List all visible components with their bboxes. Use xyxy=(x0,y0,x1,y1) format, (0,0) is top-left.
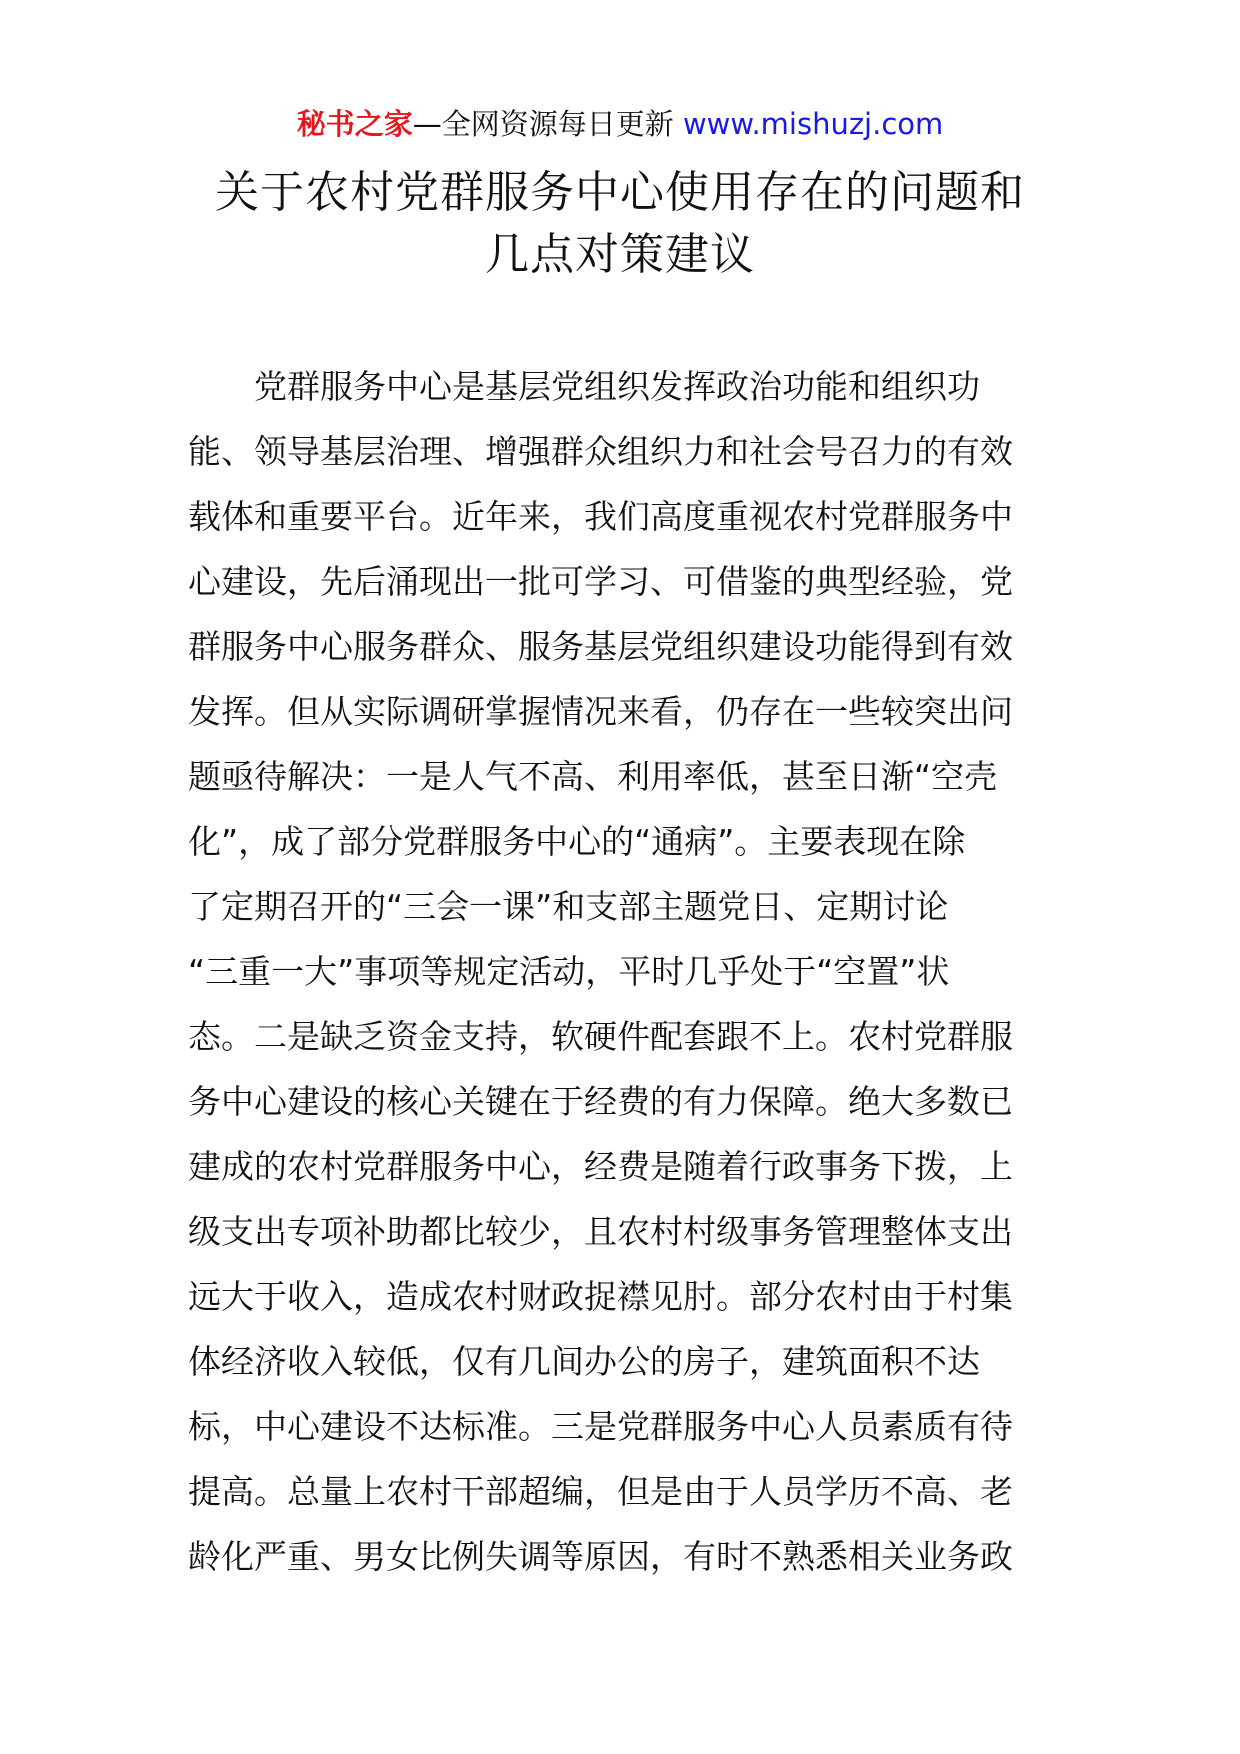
body-line: 建成的农村党群服务中心，经费是随着行政事务下拨，上 xyxy=(188,1147,1013,1186)
title-line-2: 几点对策建议 xyxy=(485,229,755,280)
body-line: 标，中心建设不达标准。三是党群服务中心人员素质有待 xyxy=(188,1407,1013,1446)
body-line: 务中心建设的核心关键在于经费的有力保障。绝大多数已 xyxy=(188,1082,1013,1121)
header-tagline: —全网资源每日更新 xyxy=(412,107,683,141)
document-title xyxy=(100,162,1140,286)
body-line: 党群服务中心是基层党组织发挥政治功能和组织功 xyxy=(188,367,980,406)
body-line: 态。二是缺乏资金支持，软硬件配套跟不上。农村党群服 xyxy=(188,1017,1013,1056)
body-line: 发挥。但从实际调研掌握情况来看，仍存在一些较突出问 xyxy=(188,692,1013,731)
body-line: 了定期召开的“三会一课”和支部主题党日、定期讨论 xyxy=(188,887,949,926)
body-line: 载体和重要平台。近年来，我们高度重视农村党群服务中 xyxy=(188,497,1013,536)
brand-name: 秘书之家 xyxy=(296,107,413,141)
body-paragraph xyxy=(188,354,1048,1589)
body-line: 心建设，先后涌现出一批可学习、可借鉴的典型经验，党 xyxy=(188,562,1013,601)
body-line: “三重一大”事项等规定活动，平时几乎处于“空置”状 xyxy=(188,952,950,991)
site-url-link[interactable]: www.mishuzj.com xyxy=(682,107,944,141)
body-line: 体经济收入较低，仅有几间办公的房子，建筑面积不达 xyxy=(188,1342,980,1381)
body-line: 化”，成了部分党群服务中心的“通病”。主要表现在除 xyxy=(188,822,966,861)
body-line: 龄化严重、男女比例失调等原因，有时不熟悉相关业务政 xyxy=(188,1537,1013,1576)
site-header xyxy=(0,104,1240,144)
body-line: 能、领导基层治理、增强群众组织力和社会号召力的有效 xyxy=(188,432,1013,471)
body-line: 题亟待解决：一是人气不高、利用率低，甚至日渐“空壳 xyxy=(188,757,998,796)
body-line: 提高。总量上农村干部超编，但是由于人员学历不高、老 xyxy=(188,1472,1013,1511)
body-line: 远大于收入，造成农村财政捉襟见肘。部分农村由于村集 xyxy=(188,1277,1013,1316)
title-line-1: 关于农村党群服务中心使用存在的问题和 xyxy=(215,167,1025,218)
body-line: 级支出专项补助都比较少，且农村村级事务管理整体支出 xyxy=(188,1212,1013,1251)
body-line: 群服务中心服务群众、服务基层党组织建设功能得到有效 xyxy=(188,627,1013,666)
